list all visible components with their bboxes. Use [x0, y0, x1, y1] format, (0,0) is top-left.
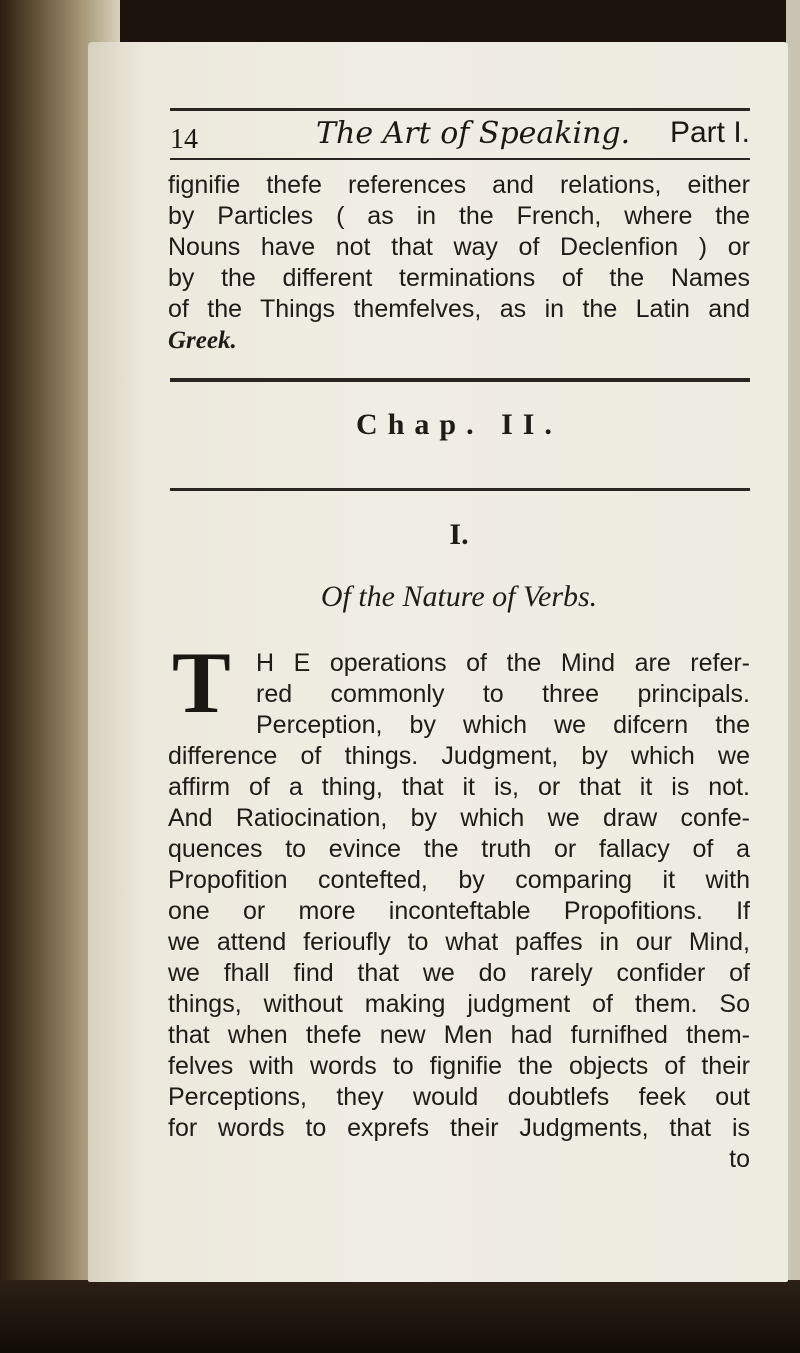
chapter-heading: Chap. II. — [356, 408, 562, 441]
text-line: fignifie thefe references and relations, either — [168, 171, 750, 199]
text-line: Greek. — [168, 327, 237, 354]
text-line: by Particles ( as in the French, where the — [168, 202, 750, 230]
book-bottom-shadow — [0, 1280, 800, 1353]
text-line: quences to evince the truth or fallacy of a — [168, 835, 750, 863]
running-header — [170, 112, 750, 158]
text-line: difference of things. Judgment, by which we — [168, 742, 750, 770]
drop-cap: T — [172, 635, 231, 732]
section-title: Of the Nature of Verbs. — [320, 580, 598, 613]
running-title: The Art of Speaking. — [316, 116, 631, 151]
text-line: Perceptions, they would doubtlefs feek out — [168, 1083, 750, 1111]
body-paragraph-indented — [256, 648, 750, 741]
text-line: Propofition contefted, by comparing it with — [168, 866, 750, 894]
section-number: I. — [449, 518, 469, 551]
text-line: Perception, by which we difcern the — [256, 711, 750, 739]
page-edge-right — [786, 0, 800, 1353]
text-line: And Ratiocination, by which we draw confe- — [168, 804, 750, 832]
text-line: things, without making judgment of them. So — [168, 990, 750, 1018]
chapter-top-rule — [170, 378, 750, 382]
text-line: that when thefe new Men had furnifhed them- — [168, 1021, 750, 1049]
text-line: by the different terminations of the Names — [168, 264, 750, 292]
text-line: of the Things themfelves, as in the Latin and — [168, 295, 750, 323]
text-line: we attend ferioufly to what paffes in our Mind, — [168, 928, 750, 956]
text-line: for words to exprefs their Judgments, that is — [168, 1114, 750, 1142]
intro-paragraph — [168, 170, 750, 356]
part-label: Part I. — [669, 116, 750, 149]
header-bottom-rule — [170, 158, 750, 160]
header-top-rule — [170, 108, 750, 111]
text-line: affirm of a thing, that it is, or that it is not. — [168, 773, 750, 801]
text-line: felves with words to fignifie the objects of their — [168, 1052, 750, 1080]
text-line: we fhall find that we do rarely confider of — [168, 959, 750, 987]
body-paragraph — [168, 741, 750, 1175]
page-number: 14 — [170, 124, 198, 155]
text-line: H E operations of the Mind are refer- — [256, 649, 750, 677]
catchword: to — [729, 1145, 750, 1173]
text-line: Nouns have not that way of Declenfion ) or — [168, 233, 750, 261]
chapter-bottom-rule — [170, 488, 750, 491]
text-line: one or more inconteftable Propofitions. If — [168, 897, 750, 925]
text-line: red commonly to three principals. — [256, 680, 750, 708]
